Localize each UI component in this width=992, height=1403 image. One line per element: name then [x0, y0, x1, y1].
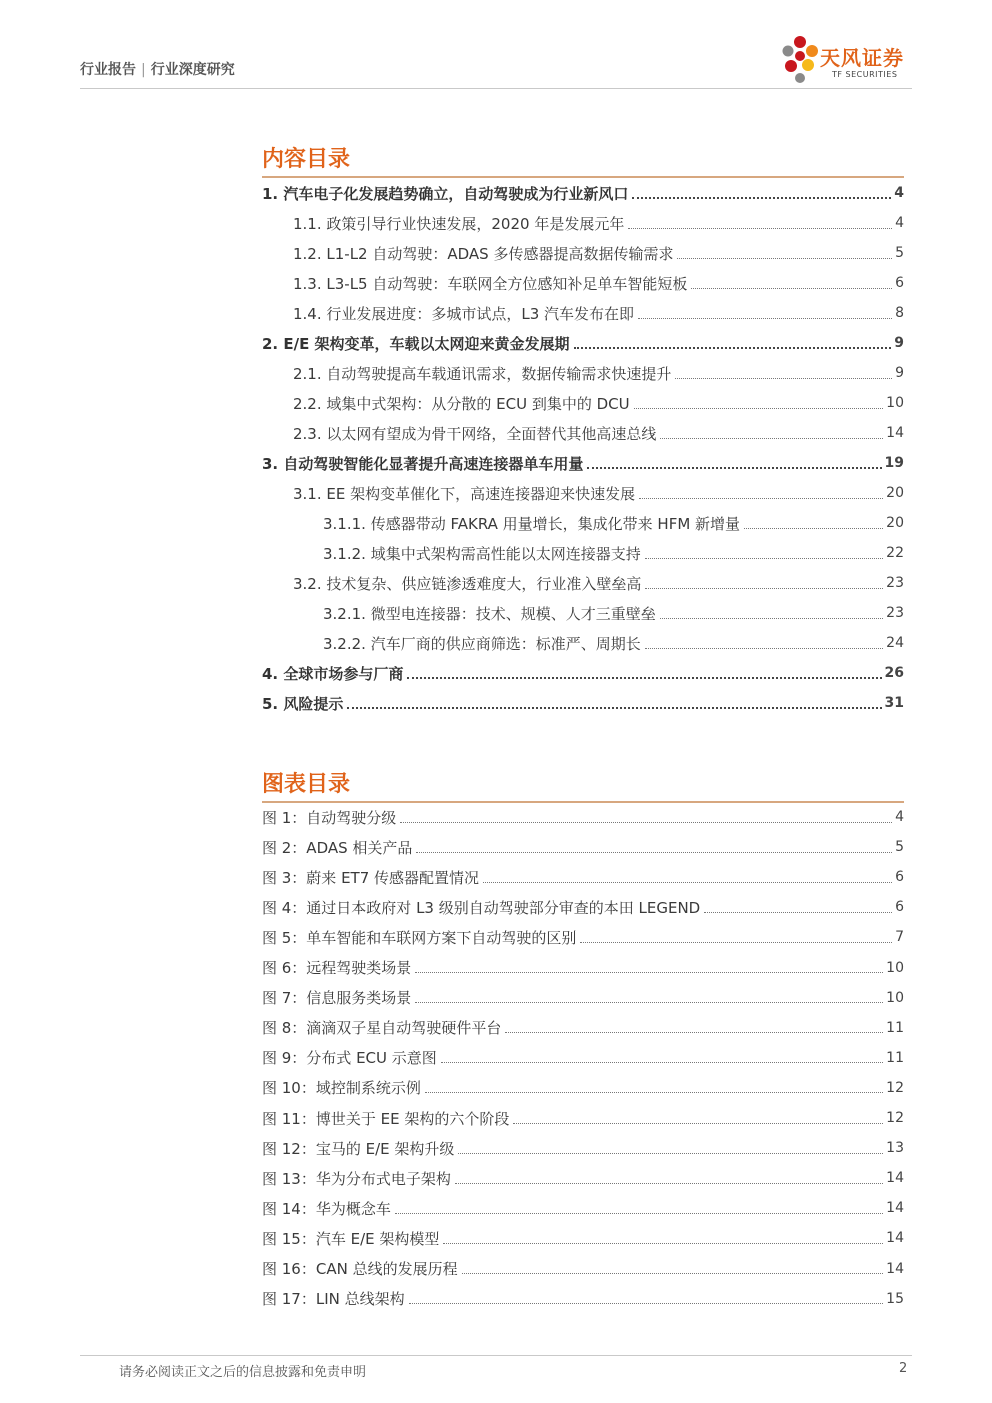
figure-entry-page: 4: [895, 809, 904, 825]
leader-dots: [628, 228, 892, 229]
figure-entry-page: 14: [886, 1170, 904, 1187]
figure-entry[interactable]: [262, 1043, 904, 1073]
header-subcategory: 行业深度研究: [150, 62, 235, 78]
toc-entry-label: 1.1. 政策引导行业快速发展，2020 年是发展元年: [293, 214, 625, 233]
figure-entry[interactable]: [262, 922, 904, 952]
figure-entry-page: 13: [886, 1140, 904, 1157]
toc-entry[interactable]: [262, 178, 904, 208]
toc-entry-page: 26: [884, 665, 904, 681]
figure-entry-page: 11: [886, 1049, 904, 1066]
leader-dots: [580, 942, 892, 943]
toc-entry-label: 2.2. 域集中式架构：从分散的 ECU 到集中的 DCU: [293, 394, 630, 413]
toc-entry-page: 5: [895, 245, 904, 261]
toc-entry-label: 2.1. 自动驾驶提高车载通讯需求，数据传输需求快速提升: [293, 364, 672, 383]
toc-entry[interactable]: [262, 628, 904, 658]
toc-entry-page: 9: [895, 365, 904, 381]
figure-entry-label: 图 4：通过日本政府对 L3 级别自动驾驶部分审查的本田 LEGEND: [262, 898, 701, 917]
logo-text-cn: 天风证券: [820, 46, 904, 70]
page-number: 2: [899, 1361, 908, 1376]
toc-entry[interactable]: [262, 328, 904, 358]
leader-dots: [505, 1032, 883, 1033]
leader-dots: [455, 1183, 883, 1184]
header-divider: [80, 88, 912, 89]
toc-entry[interactable]: [262, 448, 904, 478]
figure-entry-page: 7: [895, 929, 904, 946]
toc-entry-page: 10: [886, 395, 904, 411]
figure-entry[interactable]: [262, 1163, 904, 1193]
leader-dots: [395, 1213, 883, 1214]
leader-dots: [675, 378, 892, 379]
figure-entry[interactable]: [262, 1193, 904, 1223]
leader-dots: [513, 1123, 883, 1124]
toc-entry-label: 3.1. EE 架构变革催化下，高速连接器迎来快速发展: [293, 484, 636, 503]
figure-entry-page: 14: [886, 1200, 904, 1217]
toc-entry-label: 5. 风险提示: [262, 694, 344, 713]
leader-dots: [704, 912, 892, 913]
figure-entry-label: 图 1：自动驾驶分级: [262, 808, 397, 827]
toc-entry-page: 24: [886, 635, 904, 651]
figure-entry-page: 14: [886, 1230, 904, 1247]
toc-entry-page: 14: [886, 425, 904, 441]
leader-dots: [441, 1062, 883, 1063]
header-separator: |: [141, 62, 146, 78]
leader-dots: [660, 438, 883, 439]
figure-entry[interactable]: [262, 832, 904, 862]
figure-entry-page: 12: [886, 1079, 904, 1096]
footer-disclaimer: 请务必阅读正文之后的信息披露和免责申明: [119, 1365, 367, 1380]
toc-entry-label: 1.2. L1-L2 自动驾驶：ADAS 多传感器提高数据传输需求: [293, 244, 674, 263]
toc-entry-page: 6: [895, 275, 904, 291]
leader-dots: [415, 972, 883, 973]
toc-entry[interactable]: [262, 268, 904, 298]
figure-entry-label: 图 13：华为分布式电子架构: [262, 1169, 451, 1188]
leader-dots: [639, 498, 883, 499]
leader-dots: [645, 648, 883, 649]
figure-entry-page: 6: [895, 899, 904, 916]
leader-dots: [425, 1092, 883, 1093]
toc-entry-label: 2.3. 以太网有望成为骨干网络，全面替代其他高速总线: [293, 424, 657, 443]
toc-entry[interactable]: [262, 538, 904, 568]
figure-entry-page: 11: [886, 1019, 904, 1036]
toc-entry-label: 3.1.2. 域集中式架构需高性能以太网连接器支持: [323, 544, 641, 563]
figure-entry[interactable]: [262, 1073, 904, 1103]
toc-entry-label: 3.1.1. 传感器带动 FAKRA 用量增长，集成化带来 HFM 新增量: [323, 514, 741, 533]
leader-dots: [483, 882, 892, 883]
figure-entry[interactable]: [262, 1254, 904, 1284]
toc-entry[interactable]: [262, 658, 904, 688]
toc-entry-page: 22: [886, 545, 904, 561]
toc-entry-page: 23: [886, 605, 904, 621]
leader-dots: [574, 347, 892, 349]
figure-entry[interactable]: [262, 1013, 904, 1043]
figure-entry-page: 10: [886, 989, 904, 1006]
leader-dots: [638, 318, 892, 319]
figure-entry-page: 14: [886, 1260, 904, 1277]
leader-dots: [409, 1303, 884, 1304]
toc-entry-label: 3.2.2. 汽车厂商的供应商筛选：标准严、周期长: [323, 634, 641, 653]
toc-entry-label: 1.4. 行业发展进度：多城市试点，L3 汽车发布在即: [293, 304, 635, 323]
figure-entry-label: 图 8：滴滴双子星自动驾驶硬件平台: [262, 1019, 502, 1038]
toc-entry-page: 4: [894, 185, 904, 201]
leader-dots: [744, 528, 883, 529]
leader-dots: [462, 1273, 884, 1274]
figure-entry-page: 10: [886, 959, 904, 976]
toc-entry-label: 3.2. 技术复杂、供应链渗透难度大，行业准入壁垒高: [293, 574, 642, 593]
toc-entry-page: 9: [894, 335, 904, 351]
figure-entry-label: 图 16：CAN 总线的发展历程: [262, 1260, 458, 1278]
figure-entry-label: 图 5：单车智能和车联网方案下自动驾驶的区别: [262, 928, 577, 947]
toc-entry[interactable]: [262, 358, 904, 388]
toc-entry[interactable]: [262, 418, 904, 448]
leader-dots: [645, 588, 883, 589]
figure-entry[interactable]: [262, 953, 904, 983]
toc-entry-page: 23: [886, 575, 904, 591]
figure-entry[interactable]: [262, 1103, 904, 1133]
figure-entry-page: 5: [895, 839, 904, 856]
figure-entry-label: 图 15：汽车 E/E 架构模型: [262, 1229, 440, 1248]
running-header: [80, 59, 235, 79]
figure-entry-label: 图 17：LIN 总线架构: [262, 1290, 405, 1309]
toc-entry-page: 20: [886, 485, 904, 501]
toc-title: 内容目录: [262, 147, 351, 172]
toc-entry[interactable]: [262, 568, 904, 598]
leader-dots: [400, 822, 892, 823]
figure-entry[interactable]: [262, 862, 904, 892]
toc-entry-page: 19: [884, 455, 904, 471]
toc-entry[interactable]: [262, 688, 904, 718]
leader-dots: [407, 677, 881, 679]
toc-entry-label: 1. 汽车电子化发展趋势确立，自动驾驶成为行业新风口: [262, 184, 629, 203]
figure-entry-page: 6: [895, 869, 904, 886]
figure-entry[interactable]: [262, 802, 904, 832]
figure-entry-page: 12: [886, 1110, 904, 1126]
figure-entry[interactable]: [262, 983, 904, 1013]
toc-entry[interactable]: [262, 478, 904, 508]
logo-text-en: TF SECURITIES: [832, 70, 898, 79]
toc-entry-page: 8: [895, 305, 904, 321]
toc-entry-label: 4. 全球市场参与厂商: [262, 664, 404, 683]
toc-entry-page: 20: [886, 515, 904, 531]
toc-entry-page: 4: [895, 215, 904, 231]
leader-dots: [415, 1002, 883, 1003]
figures-title: 图表目录: [262, 772, 351, 797]
figure-entry[interactable]: [262, 1223, 904, 1253]
toc-entry-label: 3.2.1. 微型电连接器：技术、规模、人才三重壁垒: [323, 604, 656, 623]
toc-entry-page: 31: [884, 695, 904, 711]
toc-entry[interactable]: [262, 508, 904, 538]
toc-entry-label: 3. 自动驾驶智能化显著提升高速连接器单车用量: [262, 454, 584, 473]
figure-entry[interactable]: [262, 892, 904, 922]
toc-entry[interactable]: [262, 298, 904, 328]
figure-entry-label: 图 9：分布式 ECU 示意图: [262, 1049, 437, 1068]
figure-entry-label: 图 3：蔚来 ET7 传感器配置情况: [262, 868, 480, 887]
figure-entry-label: 图 2：ADAS 相关产品: [262, 838, 413, 857]
figure-entry-page: 15: [886, 1290, 904, 1307]
leader-dots: [660, 618, 883, 619]
leader-dots: [347, 707, 881, 709]
figure-entry-label: 图 11：博世关于 EE 架构的六个阶段: [262, 1109, 510, 1128]
leader-dots: [443, 1243, 883, 1244]
figure-entry-label: 图 6：远程驾驶类场景: [262, 959, 412, 977]
leader-dots: [691, 288, 892, 289]
leader-dots: [634, 408, 884, 409]
figure-entry[interactable]: [262, 1284, 904, 1314]
toc-entry-label: 1.3. L3-L5 自动驾驶：车联网全方位感知补足单车智能短板: [293, 274, 688, 293]
figure-entry[interactable]: [262, 1133, 904, 1163]
leader-dots: [645, 558, 883, 559]
company-logo: [780, 34, 920, 86]
leader-dots: [677, 258, 892, 259]
figure-entry-label: 图 12：宝马的 E/E 架构升级: [262, 1139, 455, 1158]
leader-dots: [587, 467, 881, 469]
flower-logo-icon: [780, 34, 820, 86]
header-category: 行业报告: [80, 62, 136, 78]
leader-dots: [416, 852, 892, 853]
figure-entry-label: 图 14：华为概念车: [262, 1199, 391, 1218]
leader-dots: [632, 197, 891, 199]
footer-divider: [80, 1355, 912, 1356]
figure-entry-label: 图 10：域控制系统示例: [262, 1079, 421, 1098]
figure-entry-label: 图 7：信息服务类场景: [262, 989, 412, 1008]
toc-entry[interactable]: [262, 238, 904, 268]
leader-dots: [458, 1153, 883, 1154]
toc-entry[interactable]: [262, 598, 904, 628]
toc-entry[interactable]: [262, 208, 904, 238]
toc-entry-label: 2. E/E 架构变革，车载以太网迎来黄金发展期: [262, 334, 570, 353]
toc-entry[interactable]: [262, 388, 904, 418]
